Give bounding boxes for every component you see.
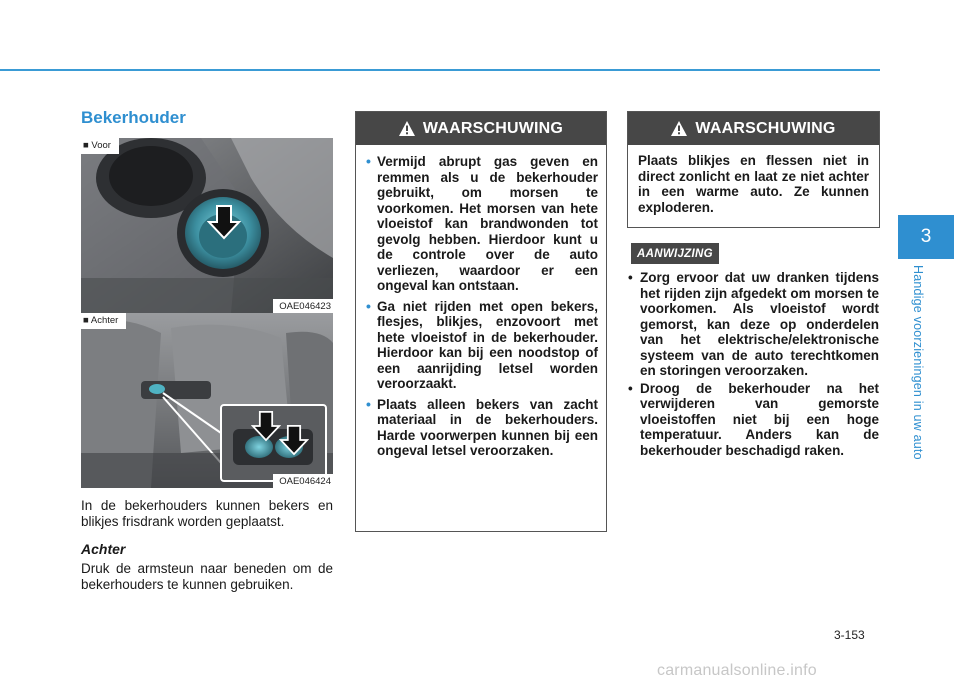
warning-header bbox=[628, 112, 879, 145]
down-arrow-icon bbox=[251, 409, 281, 443]
bullet-dot-icon: • bbox=[628, 270, 633, 285]
rear-subheading: Achter bbox=[81, 541, 126, 557]
list-item-text: Vermijd abrupt gas geven en remmen als u de bekerhouder gebruikt, om morsen te voorkomen. Het morsen van hete vloeistof kan brandwonden tot gevolg hebben. Hierdoor kunt u de controle over de auto verliezen, waardoor er een ongeval kan ontstaan. bbox=[377, 154, 598, 293]
warning-list bbox=[356, 154, 606, 459]
warning-triangle-icon bbox=[399, 121, 415, 136]
photo-label-rear: ■ Achter bbox=[81, 313, 126, 329]
bullet-dot-icon: • bbox=[628, 380, 633, 396]
photo-label-front: ■ Voor bbox=[81, 138, 119, 154]
intro-paragraph: In de bekerhouders kunnen bekers en blikjes frisdrank worden geplaatst. bbox=[81, 498, 333, 529]
list-item-text: Plaats alleen bekers van zacht materiaal in de bekerhouders. Harde voorwerpen kunnen bij een ongeval letsel veroorzaken. bbox=[377, 396, 598, 458]
warning-header bbox=[356, 112, 606, 145]
chapter-tab: 3 bbox=[898, 215, 954, 259]
list-item bbox=[366, 299, 598, 392]
section-title: Bekerhouder bbox=[81, 108, 186, 127]
warning-text: Plaats blikjes en flessen niet in direct zonlicht en laat ze niet achter in een warme auto. Ze kunnen exploderen. bbox=[638, 153, 869, 215]
warning-box-main bbox=[355, 111, 607, 532]
photo-code-front: OAE046423 bbox=[273, 299, 333, 313]
top-rule bbox=[0, 69, 880, 71]
note-badge: AANWIJZING bbox=[631, 243, 719, 264]
rear-seat-illustration bbox=[81, 313, 333, 488]
list-item bbox=[366, 154, 598, 294]
list-item-text: Ga niet rijden met open bekers, flesjes, blikjes, enzovoort met hete vloeistof in de bekerhouder. Hierdoor kan bij een noodstop of een aanrijding letsel worden veroorzaakt. bbox=[377, 298, 598, 391]
list-item bbox=[366, 397, 598, 459]
list-item-text: Droog de bekerhouder na het verwijderen van gemorste vloeistoffen niet bij een hoge temperatuur. Anders kan de bekerhouder beschadigd raken. bbox=[640, 380, 879, 458]
photo-code-rear: OAE046424 bbox=[273, 474, 333, 488]
rear-cupholder-photo bbox=[81, 313, 333, 488]
list-item bbox=[627, 381, 879, 459]
bullet-dot-icon: • bbox=[366, 395, 371, 412]
note-list bbox=[627, 270, 879, 460]
page-number: 3-153 bbox=[834, 628, 865, 642]
cupholder-section bbox=[81, 108, 333, 592]
warning-title: WAARSCHUWING bbox=[695, 119, 836, 137]
bullet-dot-icon: • bbox=[366, 153, 371, 169]
watermark: carmanualsonline.info bbox=[657, 662, 817, 679]
list-item-text: Zorg ervoor dat uw dranken tijdens het rijden zijn afgedekt om morsen te voorkomen. Als vloeistof wordt gemorst, kan deze op onderdelen van het elektrische/elektronische systeem van de auto terechtkomen en storingen veroorzaken. bbox=[640, 270, 879, 378]
chapter-title: Handige voorzieningen in uw auto bbox=[911, 265, 925, 460]
rear-paragraph: Druk de armsteun naar beneden om de bekerhouders te kunnen gebruiken. bbox=[81, 561, 333, 592]
warning-box-heat bbox=[627, 111, 880, 228]
down-arrow-icon bbox=[279, 423, 309, 457]
list-item bbox=[627, 270, 879, 379]
warning-title: WAARSCHUWING bbox=[422, 119, 564, 137]
warning-triangle-icon bbox=[671, 121, 687, 136]
down-arrow-icon bbox=[207, 204, 241, 240]
front-cupholder-photo bbox=[81, 138, 333, 313]
bullet-dot-icon: • bbox=[366, 297, 371, 314]
